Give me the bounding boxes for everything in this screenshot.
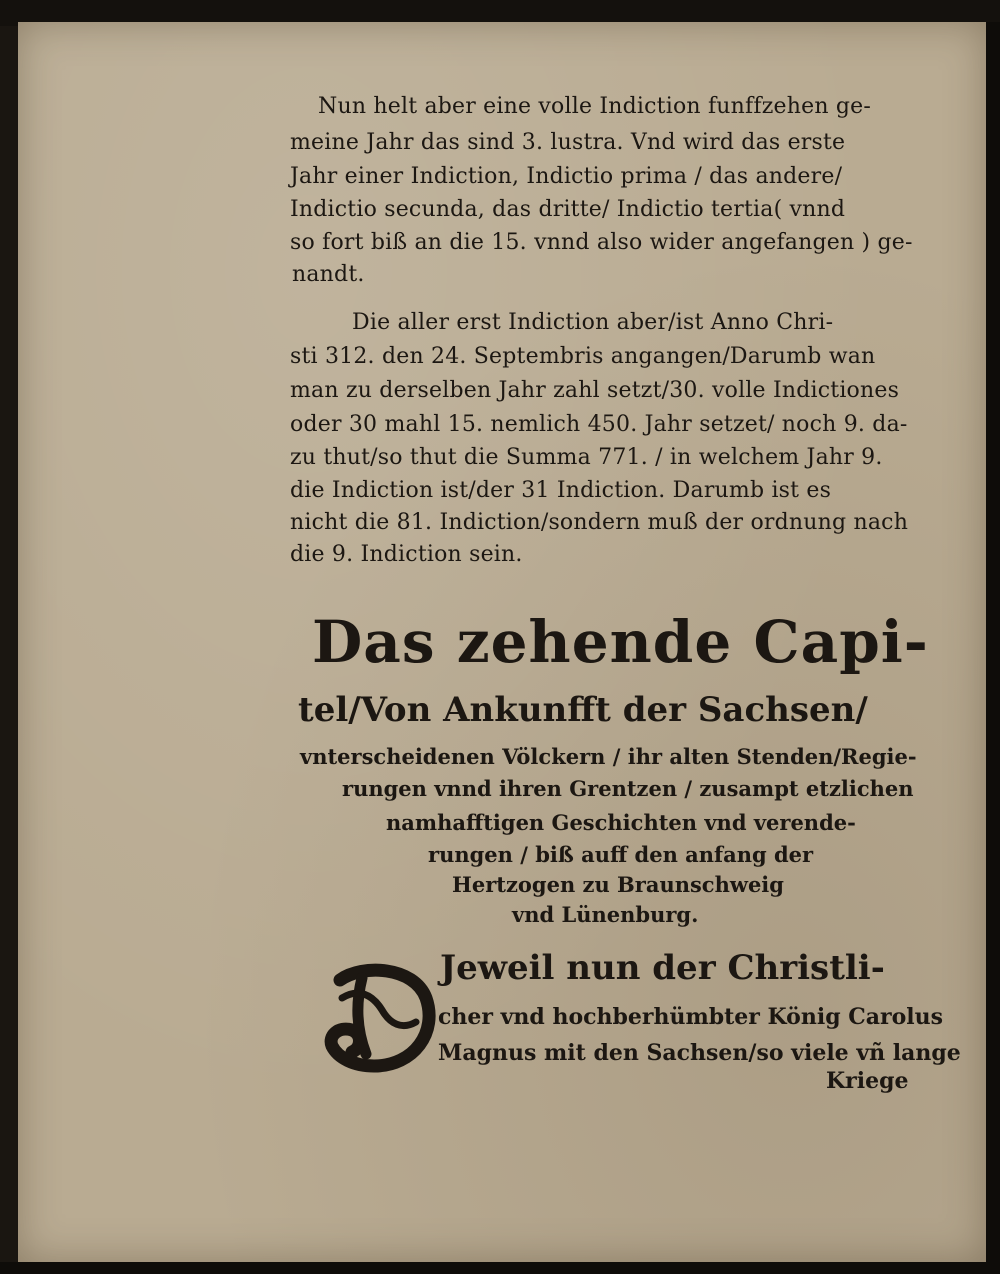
text-line: meine Jahr das sind 3. lustra. Vnd wird das erste — [290, 130, 846, 155]
text-line: Nun helt aber eine volle Indiction funffzehen ge- — [318, 94, 872, 119]
scan-border-bottom — [0, 1262, 1000, 1274]
chapter-subtitle-line: vnterscheidenen Völckern / ihr alten Stenden/Regie- — [300, 744, 917, 769]
chapter-subtitle-line: Hertzogen zu Braunschweig — [452, 872, 784, 897]
chapter-title-line-1: Das zehende Capi- — [312, 608, 929, 676]
chapter-subtitle-line: vnd Lünenburg. — [512, 902, 699, 927]
text-line: nicht die 81. Indiction/sondern muß der ordnung nach — [290, 510, 909, 535]
catchword: Kriege — [826, 1068, 909, 1094]
text-line: sti 312. den 24. Septembris angangen/Darumb wan — [290, 344, 876, 369]
chapter-subtitle-line: rungen / biß auff den anfang der — [428, 842, 814, 867]
text-line: man zu derselben Jahr zahl setzt/30. volle Indictiones — [290, 378, 900, 403]
text-line: oder 30 mahl 15. nemlich 450. Jahr setzet/ noch 9. da- — [290, 412, 908, 437]
chapter-title-line-2: tel/Von Ankunfft der Sachsen/ — [298, 690, 868, 730]
text-line: so fort biß an die 15. vnnd also wider angefangen ) ge- — [290, 230, 913, 255]
chapter-first-line: Jeweil nun der Christli- — [440, 948, 885, 988]
text-line: zu thut/so thut die Summa 771. / in welchem Jahr 9. — [290, 445, 883, 470]
text-line: die Indiction ist/der 31 Indiction. Darumb ist es — [290, 478, 832, 503]
scan-border-right — [986, 22, 1000, 1274]
text-line: Die aller erst Indiction aber/ist Anno Chri- — [352, 310, 834, 335]
text-line: nandt. — [292, 262, 365, 287]
text-line: cher vnd hochberhümbter König Carolus — [438, 1004, 944, 1030]
text-line: Indictio secunda, das dritte/ Indictio tertia( vnnd — [290, 197, 846, 222]
decorated-initial-d-icon — [322, 958, 440, 1076]
chapter-subtitle-line: namhafftigen Geschichten vnd verende- — [386, 810, 856, 835]
text-line: die 9. Indiction sein. — [290, 542, 523, 567]
text-line: Jahr einer Indiction, Indictio prima / das andere/ — [290, 164, 843, 189]
chapter-subtitle-line: rungen vnnd ihren Grentzen / zusampt etzlichen — [342, 776, 914, 801]
text-line: Magnus mit den Sachsen/so viele vñ lange — [438, 1040, 961, 1066]
